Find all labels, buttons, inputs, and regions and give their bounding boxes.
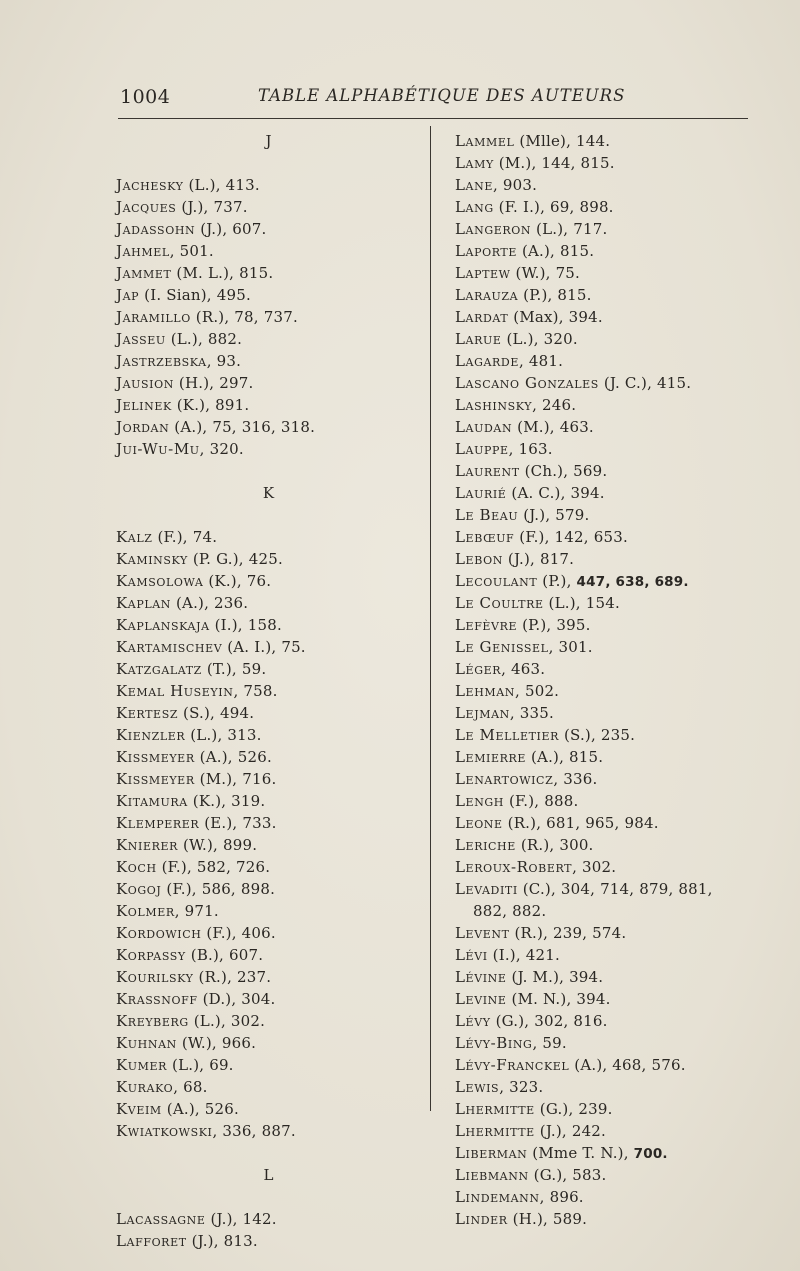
page-references: (J.), 142. bbox=[205, 1210, 277, 1228]
author-name: Laporte bbox=[455, 242, 517, 260]
index-entry bbox=[455, 416, 785, 438]
author-name: Laurent bbox=[455, 462, 520, 480]
index-entry bbox=[455, 1164, 785, 1186]
index-entry bbox=[455, 174, 785, 196]
author-name: Kumer bbox=[116, 1056, 168, 1074]
index-entry bbox=[116, 834, 421, 856]
index-entry bbox=[455, 1032, 785, 1054]
page-references: (H.), 589. bbox=[507, 1210, 588, 1228]
index-entry bbox=[116, 394, 421, 416]
author-name: Larauza bbox=[455, 286, 519, 304]
page-references: (P. G.), 425. bbox=[187, 550, 283, 568]
page-references: (K.), 76. bbox=[203, 572, 272, 590]
author-name: Le Beau bbox=[455, 506, 519, 524]
index-entry bbox=[116, 680, 421, 702]
author-name: Lane bbox=[455, 176, 493, 194]
bold-page-references: 700. bbox=[633, 1146, 668, 1162]
page-references: , 68. bbox=[173, 1078, 208, 1096]
author-name: Kemal Huseyin bbox=[116, 682, 234, 700]
index-entry bbox=[455, 504, 785, 526]
author-name: Lhermitte bbox=[455, 1122, 535, 1140]
page-references: (R.), 78, 737. bbox=[190, 308, 298, 326]
page-references: (I.), 158. bbox=[209, 616, 282, 634]
page-references: (L.), 717. bbox=[531, 220, 608, 238]
author-name: Lewis bbox=[455, 1078, 500, 1096]
page-references: (P.), 395. bbox=[517, 616, 591, 634]
page-references: (T.), 59. bbox=[201, 660, 267, 678]
index-entry bbox=[455, 196, 785, 218]
page-references: (J.), 579. bbox=[518, 506, 590, 524]
author-name: Kwiatkowski bbox=[116, 1122, 213, 1140]
page-references: (M.), 463. bbox=[512, 418, 594, 436]
author-name: Jachesky bbox=[116, 176, 184, 194]
index-entry bbox=[455, 790, 785, 812]
index-entry bbox=[116, 1032, 421, 1054]
page-references: (A.), 526. bbox=[194, 748, 272, 766]
page-references: (J. M.), 394. bbox=[506, 968, 604, 986]
page-number: 1004 bbox=[120, 86, 171, 108]
author-name: Lindemann bbox=[455, 1188, 540, 1206]
page-references: (M. L.), 815. bbox=[171, 264, 274, 282]
page-references: , 93. bbox=[206, 352, 242, 370]
page-references: (F.), 74. bbox=[152, 528, 218, 546]
entries-j bbox=[116, 174, 421, 460]
page-references: (L.), 69. bbox=[167, 1056, 234, 1074]
index-entry bbox=[116, 1230, 421, 1252]
author-name: Lévine bbox=[455, 968, 507, 986]
page-references: (L.), 320. bbox=[501, 330, 578, 348]
author-name: Kienzler bbox=[116, 726, 186, 744]
page-references: , 302. bbox=[572, 858, 617, 876]
page-references: (E.), 733. bbox=[199, 814, 277, 832]
entries-k bbox=[116, 526, 421, 1142]
index-entry bbox=[116, 306, 421, 328]
author-name: Jelinek bbox=[116, 396, 172, 414]
page-references: (A.), 468, 576. bbox=[569, 1056, 686, 1074]
author-name: Lamy bbox=[455, 154, 494, 172]
index-entry bbox=[455, 856, 785, 878]
author-name: Krassnoff bbox=[116, 990, 198, 1008]
author-name: Laurié bbox=[455, 484, 507, 502]
page-references: (S.), 235. bbox=[558, 726, 636, 744]
index-entry bbox=[116, 526, 421, 548]
index-entry bbox=[116, 658, 421, 680]
author-name: Kourilsky bbox=[116, 968, 194, 986]
page-references: , 163. bbox=[508, 440, 553, 458]
index-entry bbox=[116, 812, 421, 834]
page-references: (J.), 607. bbox=[195, 220, 267, 238]
index-entry bbox=[455, 130, 785, 152]
author-name: Lengh bbox=[455, 792, 504, 810]
index-entry bbox=[116, 328, 421, 350]
page-references: (Mlle), 144. bbox=[514, 132, 611, 150]
index-entry bbox=[116, 416, 421, 438]
page-references: (Ch.), 569. bbox=[519, 462, 608, 480]
author-name: Lacassagne bbox=[116, 1210, 206, 1228]
index-entry bbox=[116, 438, 421, 460]
author-name: Kitamura bbox=[116, 792, 188, 810]
page-references: (F. I.), 69, 898. bbox=[493, 198, 614, 216]
author-name: Lafforet bbox=[116, 1232, 187, 1250]
running-title: TABLE ALPHABÉTIQUE DES AUTEURS bbox=[258, 86, 626, 105]
index-entry bbox=[116, 768, 421, 790]
index-entry bbox=[455, 306, 785, 328]
page-references: , 320. bbox=[199, 440, 244, 458]
index-entry bbox=[116, 724, 421, 746]
page-references: (G.), 239. bbox=[534, 1100, 613, 1118]
author-name: Lehman bbox=[455, 682, 516, 700]
author-name: Jastrzebska bbox=[116, 352, 207, 370]
author-name: Le Coultre bbox=[455, 594, 544, 612]
author-name: Kaplan bbox=[116, 594, 172, 612]
author-name: Laptew bbox=[455, 264, 511, 282]
author-name: Lejman bbox=[455, 704, 510, 722]
entries-l bbox=[116, 1208, 421, 1252]
page-references: , 323. bbox=[499, 1078, 544, 1096]
author-name: Leroux-Robert bbox=[455, 858, 573, 876]
page-references: (I. Sian), 495. bbox=[139, 286, 251, 304]
index-entry bbox=[455, 658, 785, 680]
index-entry bbox=[455, 218, 785, 240]
index-entry bbox=[116, 240, 421, 262]
index-entry bbox=[116, 614, 421, 636]
index-entry bbox=[116, 1076, 421, 1098]
index-entry bbox=[455, 812, 785, 834]
index-entry bbox=[455, 768, 785, 790]
author-name: Jordan bbox=[116, 418, 170, 436]
index-entry bbox=[116, 262, 421, 284]
index-entry bbox=[455, 570, 785, 592]
author-name: Lévy bbox=[455, 1012, 491, 1030]
author-name: Kertesz bbox=[116, 704, 179, 722]
index-entry bbox=[455, 1098, 785, 1120]
author-name: Knierer bbox=[116, 836, 179, 854]
author-name: Lenartowicz bbox=[455, 770, 554, 788]
index-entry bbox=[455, 526, 785, 548]
index-entry bbox=[455, 328, 785, 350]
author-name: Kurako bbox=[116, 1078, 174, 1096]
page-references: (C.), 304, 714, 879, 881, bbox=[517, 880, 713, 898]
index-entry bbox=[116, 790, 421, 812]
page-references: (G.), 583. bbox=[528, 1166, 607, 1184]
index-entry bbox=[116, 1208, 421, 1230]
author-name: Jui-Wu-Mu bbox=[116, 440, 200, 458]
page-references: (A.), 75, 316, 318. bbox=[169, 418, 316, 436]
index-entry bbox=[455, 614, 785, 636]
index-entry bbox=[116, 746, 421, 768]
author-name: Kaplanskaja bbox=[116, 616, 210, 634]
index-entry bbox=[116, 548, 421, 570]
page-references: , 59. bbox=[532, 1034, 567, 1052]
index-entry bbox=[455, 922, 785, 944]
page-references: (R.), 681, 965, 984. bbox=[502, 814, 659, 832]
author-name: Lebon bbox=[455, 550, 503, 568]
index-entry bbox=[455, 482, 785, 504]
page-header bbox=[112, 84, 748, 112]
index-entry bbox=[455, 1076, 785, 1098]
author-name: Jahmel bbox=[116, 242, 170, 260]
page-references: (F.), 582, 726. bbox=[156, 858, 271, 876]
page-references: (R.), 239, 574. bbox=[509, 924, 627, 942]
page-references: (F.), 586, 898. bbox=[161, 880, 276, 898]
author-name: Kveim bbox=[116, 1100, 162, 1118]
author-name: Kordowich bbox=[116, 924, 202, 942]
author-name: Lévi bbox=[455, 946, 488, 964]
index-entry bbox=[455, 966, 785, 988]
author-name: Kissmeyer bbox=[116, 748, 195, 766]
page-references: , 336. bbox=[553, 770, 598, 788]
author-name: Jadassohn bbox=[116, 220, 196, 238]
author-name: Lemierre bbox=[455, 748, 527, 766]
author-name: Linder bbox=[455, 1210, 508, 1228]
author-name: Klemperer bbox=[116, 814, 200, 832]
page-references: (J.), 242. bbox=[534, 1122, 607, 1140]
page-references: , 336, 887. bbox=[212, 1122, 296, 1140]
page-references: (L.), 413. bbox=[183, 176, 260, 194]
page-references: (J.), 813. bbox=[186, 1232, 258, 1250]
page-references: (M. N.), 394. bbox=[506, 990, 611, 1008]
index-entry bbox=[455, 746, 785, 768]
author-name: Levine bbox=[455, 990, 507, 1008]
page-references: (F.), 888. bbox=[504, 792, 579, 810]
page-references: (P.), 815. bbox=[518, 286, 592, 304]
index-entry bbox=[455, 988, 785, 1010]
author-name: Jausion bbox=[116, 374, 174, 392]
page-references: (A. I.), 75. bbox=[222, 638, 306, 656]
index-entry bbox=[455, 636, 785, 658]
author-name: Kuhnan bbox=[116, 1034, 177, 1052]
entries-l-continued bbox=[455, 130, 785, 1230]
index-entry bbox=[455, 152, 785, 174]
page-references: , 301. bbox=[548, 638, 593, 656]
page-references: (J. C.), 415. bbox=[598, 374, 692, 392]
author-name: Léger bbox=[455, 660, 502, 678]
index-entry bbox=[455, 724, 785, 746]
page-references: (K.), 319. bbox=[187, 792, 266, 810]
page-references: (I.), 421. bbox=[487, 946, 560, 964]
author-name: Kreyberg bbox=[116, 1012, 189, 1030]
right-column bbox=[455, 130, 785, 1230]
author-name: Langeron bbox=[455, 220, 532, 238]
author-name: Le Genissel bbox=[455, 638, 549, 656]
author-name: Leriche bbox=[455, 836, 516, 854]
index-entry bbox=[116, 372, 421, 394]
index-entry bbox=[455, 702, 785, 724]
author-name: Liebmann bbox=[455, 1166, 529, 1184]
page-references: (P.), bbox=[537, 572, 577, 590]
index-entry bbox=[116, 878, 421, 900]
index-entry bbox=[116, 702, 421, 724]
page-references: (J.), 817. bbox=[502, 550, 575, 568]
page-references: (W.), 966. bbox=[176, 1034, 257, 1052]
author-name: Kolmer bbox=[116, 902, 175, 920]
page-references: (S.), 494. bbox=[178, 704, 255, 722]
author-name: Jasseu bbox=[116, 330, 166, 348]
author-name: Lecoulant bbox=[455, 572, 538, 590]
author-name: Larue bbox=[455, 330, 502, 348]
page-references: (W.), 899. bbox=[178, 836, 258, 854]
author-name: Kogoj bbox=[116, 880, 162, 898]
author-name: Le Melletier bbox=[455, 726, 559, 744]
index-entry bbox=[455, 460, 785, 482]
left-column bbox=[116, 130, 421, 1252]
author-name: Lévy-Franckel bbox=[455, 1056, 570, 1074]
author-name: Kissmeyer bbox=[116, 770, 195, 788]
author-name: Lévy-Bing bbox=[455, 1034, 533, 1052]
author-name: Lammel bbox=[455, 132, 515, 150]
index-entry bbox=[455, 834, 785, 856]
author-name: Leone bbox=[455, 814, 503, 832]
author-name: Jaramillo bbox=[116, 308, 191, 326]
page-references: (L.), 882. bbox=[165, 330, 243, 348]
index-entry bbox=[455, 1120, 785, 1142]
index-entry bbox=[455, 350, 785, 372]
page-references: (L.), 313. bbox=[185, 726, 262, 744]
index-entry bbox=[116, 570, 421, 592]
index-entry bbox=[116, 900, 421, 922]
author-name: Kartamischev bbox=[116, 638, 223, 656]
page-references: (B.), 607. bbox=[185, 946, 264, 964]
page-references: (R.), 237. bbox=[193, 968, 272, 986]
page-references: (A.), 815. bbox=[526, 748, 604, 766]
author-name: Lefèvre bbox=[455, 616, 518, 634]
page-references: (L.), 154. bbox=[543, 594, 620, 612]
index-entry bbox=[116, 1120, 421, 1142]
page-references: , 481. bbox=[518, 352, 564, 370]
page-references: (G.), 302, 816. bbox=[490, 1012, 608, 1030]
index-entry bbox=[116, 856, 421, 878]
index-entry bbox=[455, 372, 785, 394]
index-entry bbox=[116, 988, 421, 1010]
index-entry bbox=[455, 1054, 785, 1076]
author-name: Kalz bbox=[116, 528, 153, 546]
index-entry bbox=[116, 1010, 421, 1032]
page-references: (Mme T. N.), bbox=[527, 1144, 634, 1162]
page-references: , 903. bbox=[492, 176, 538, 194]
author-name: Koch bbox=[116, 858, 157, 876]
page-references: (A.), 815. bbox=[516, 242, 595, 260]
page-references: (M.), 716. bbox=[194, 770, 277, 788]
index-entry bbox=[116, 350, 421, 372]
page-references: , 246. bbox=[532, 396, 577, 414]
page-references: , 501. bbox=[169, 242, 214, 260]
page-references: (J.), 737. bbox=[176, 198, 248, 216]
author-name: Lauppe bbox=[455, 440, 509, 458]
index-entry bbox=[455, 1142, 785, 1164]
page-references: (R.), 300. bbox=[515, 836, 594, 854]
index-entry bbox=[455, 878, 785, 922]
page-references: , 463. bbox=[501, 660, 546, 678]
author-name: Jacques bbox=[116, 198, 177, 216]
index-entry bbox=[116, 922, 421, 944]
index-entry bbox=[455, 680, 785, 702]
author-name: Korpassy bbox=[116, 946, 186, 964]
index-entry bbox=[455, 394, 785, 416]
page-references: (A. C.), 394. bbox=[506, 484, 605, 502]
author-name: Lardat bbox=[455, 308, 509, 326]
section-letter-l: L bbox=[263, 1166, 274, 1184]
index-entry bbox=[455, 944, 785, 966]
author-name: Lascano Gonzales bbox=[455, 374, 599, 392]
author-name: Lang bbox=[455, 198, 494, 216]
index-entry bbox=[116, 196, 421, 218]
page-references: (F.), 406. bbox=[201, 924, 276, 942]
index-entry bbox=[455, 284, 785, 306]
page-references: (Max), 394. bbox=[508, 308, 603, 326]
index-entry bbox=[455, 592, 785, 614]
index-entry bbox=[455, 1010, 785, 1032]
page-references: (A.), 526. bbox=[161, 1100, 240, 1118]
index-entry bbox=[116, 944, 421, 966]
page-references: , 502. bbox=[515, 682, 560, 700]
author-name: Lashinsky bbox=[455, 396, 533, 414]
author-name: Jammet bbox=[116, 264, 172, 282]
author-name: Katzgalatz bbox=[116, 660, 202, 678]
page-references: (M.), 144, 815. bbox=[493, 154, 615, 172]
page-references: (W.), 75. bbox=[510, 264, 581, 282]
page-references: (A.), 236. bbox=[171, 594, 249, 612]
section-letter-k: K bbox=[262, 484, 275, 502]
index-entry bbox=[116, 966, 421, 988]
page-references: (F.), 142, 653. bbox=[514, 528, 628, 546]
author-name: Levaditi bbox=[455, 880, 518, 898]
author-name: Kaminsky bbox=[116, 550, 188, 568]
page-references: (H.), 297. bbox=[173, 374, 254, 392]
index-entry bbox=[116, 174, 421, 196]
index-entry bbox=[455, 1186, 785, 1208]
author-name: Lagarde bbox=[455, 352, 519, 370]
index-entry bbox=[455, 438, 785, 460]
page-references: , 896. bbox=[539, 1188, 584, 1206]
page-references: , 971. bbox=[174, 902, 219, 920]
page-references-continued: 882, 882. bbox=[473, 902, 547, 920]
page-references: (K.), 891. bbox=[171, 396, 250, 414]
page-references: (L.), 302. bbox=[188, 1012, 266, 1030]
author-name: Jap bbox=[116, 286, 140, 304]
author-name: Kamsolowa bbox=[116, 572, 204, 590]
author-name: Laudan bbox=[455, 418, 513, 436]
index-entry bbox=[455, 1208, 785, 1230]
header-rule bbox=[118, 118, 748, 119]
author-name: Lhermitte bbox=[455, 1100, 535, 1118]
index-entry bbox=[116, 284, 421, 306]
index-entry bbox=[455, 240, 785, 262]
author-name: Liberman bbox=[455, 1144, 528, 1162]
index-entry bbox=[455, 548, 785, 570]
author-name: Lebœuf bbox=[455, 528, 515, 546]
page-references: , 335. bbox=[509, 704, 554, 722]
page-references: , 758. bbox=[233, 682, 278, 700]
page-references: (D.), 304. bbox=[197, 990, 276, 1008]
column-divider bbox=[430, 126, 431, 1111]
index-entry bbox=[116, 592, 421, 614]
index-entry bbox=[116, 1054, 421, 1076]
bold-page-references: 447, 638, 689. bbox=[576, 574, 689, 590]
section-letter-j: J bbox=[265, 132, 272, 150]
index-entry bbox=[116, 636, 421, 658]
index-entry bbox=[116, 218, 421, 240]
index-entry bbox=[116, 1098, 421, 1120]
author-name: Levent bbox=[455, 924, 510, 942]
index-entry bbox=[455, 262, 785, 284]
